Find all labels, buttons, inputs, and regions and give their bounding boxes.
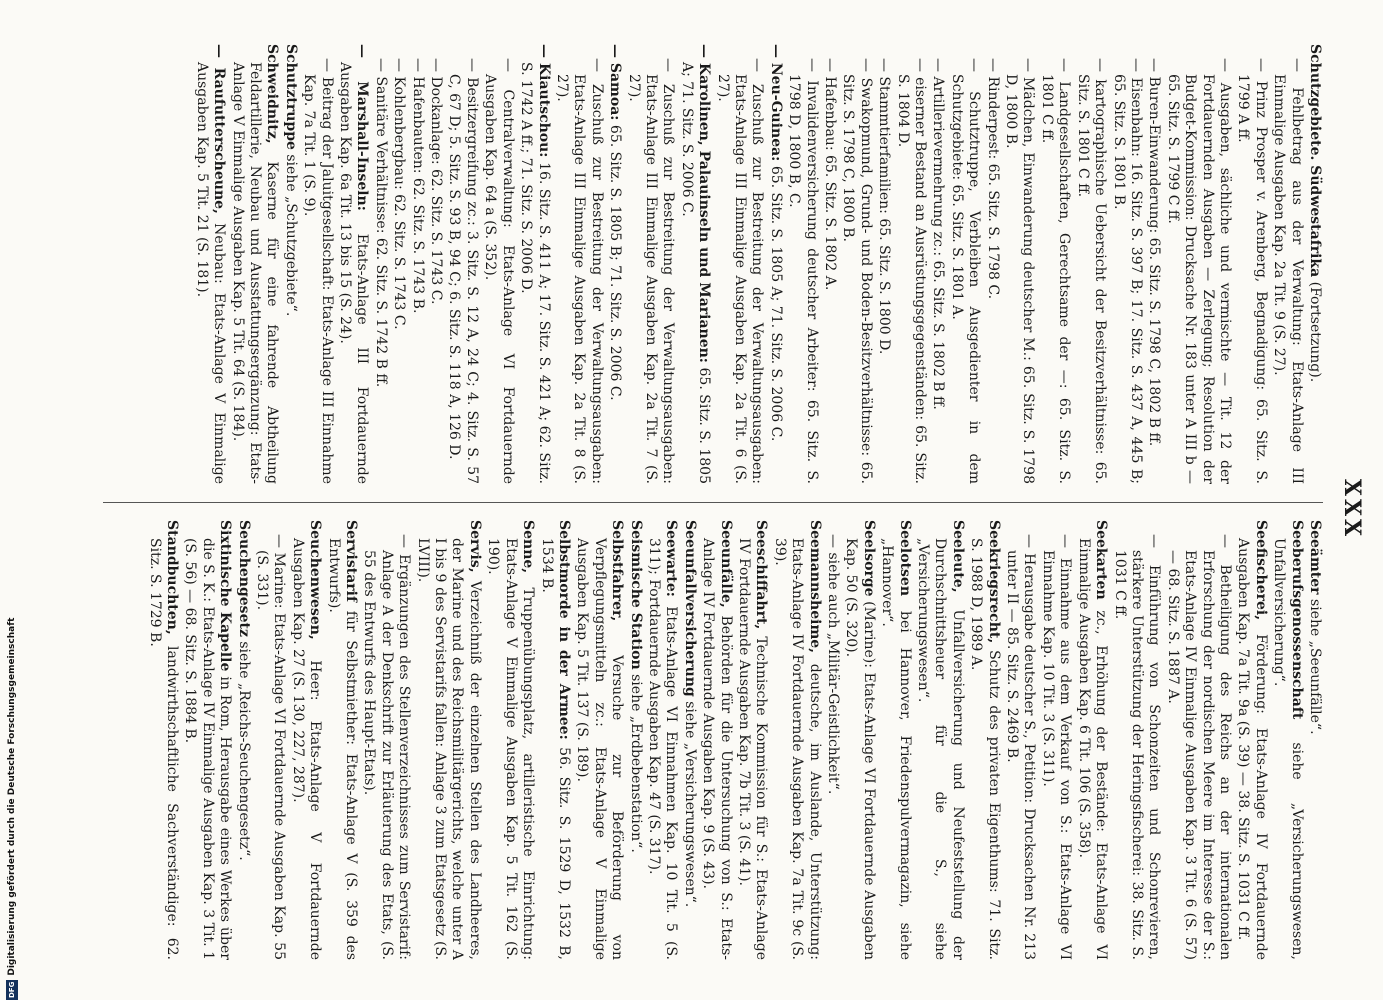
index-entry-text: Heer: Etats-Anlage V Fortdauernde Ausgaben Kap. 27 (S. 130, 227, 287).: [289, 538, 324, 960]
index-entry: [1073, 44, 1108, 484]
index-entry: [947, 44, 982, 484]
page-number: XXX: [1339, 478, 1365, 540]
index-entry-text: — Sanitäre Verhältnisse: 62. Sitz. S. 1742 B ff.: [372, 58, 389, 388]
index-entry-text: — Mädchen, Einwanderung deutscher M.: 65. Sitz. S. 1798 D, 1800 B.: [1003, 58, 1037, 484]
index-entry: [445, 44, 480, 484]
index-entry-head: Seefischerei,: [1252, 520, 1269, 621]
index-entry-head: Servistarif: [343, 520, 360, 602]
index-entry-head: Sixtinische Kapelle: [217, 520, 234, 672]
index-entry-head: Seeberufsgenossenschaft: [1288, 520, 1305, 720]
index-entry-text: — Dockanlage: 62. Sitz. S. 1743 C.: [428, 58, 445, 305]
index-entry-text: — Invalidenversicherung deutscher Arbeiter: 65. Sitz. S. 1798 D, 1800 B, C.: [786, 58, 820, 484]
index-entry: [645, 520, 680, 960]
index-entry: [893, 44, 928, 484]
index-entry: [1234, 44, 1269, 484]
index-entry-head: Seeunfälle,: [717, 520, 734, 608]
index-entry-head: — Samoa:: [607, 44, 624, 121]
index-entry-head: Schutztruppe: [282, 44, 299, 150]
index-entry-text: 65. Sitz. S. 1805 A; 71. Sitz. S. 2006 C.: [767, 165, 784, 442]
index-entry-text: (Fortsetzung).: [1307, 281, 1323, 383]
index-entry-head: Seemannsheime,: [806, 520, 823, 654]
index-entry-text: in Rom, Herausgabe eines Werkes über die S. K.: Etats-Anlage IV Einmalige Ausgaben Kap. 3 Tit. 1 (S. 56) — 68. Sitz. S. 1884 B.: [182, 538, 234, 960]
index-entry: [553, 44, 605, 484]
index-entry: [413, 520, 483, 960]
index-entry-head: Seelotsen: [896, 520, 913, 597]
index-entry-text: — Rinderpest: 65. Sitz. S. 1798 C.: [984, 58, 1001, 300]
index-entry-head: Seewarte:: [663, 520, 680, 597]
index-entry-text: (Marine): Etats-Anlage VI Fortdauernde Ausgaben Kap. 50 (S. 320).: [843, 538, 877, 960]
index-entry: [1270, 520, 1305, 960]
index-entry-text: 65. Sitz. S. 1805 A; 71. Sitz. S. 2006 C.: [678, 62, 713, 484]
index-entry: [699, 520, 734, 960]
index-entry-text: — Besitzergreifung zc.: 3. Sitz. S. 12 A, 24 C; 4. Sitz. S. 57 C, 67 D; 5. Sitz. S. 93 B, 94 C; 6. Sitz. S. 118 A, 126 D.: [446, 58, 480, 484]
index-entry-head: Selbstfahrer,: [609, 520, 626, 622]
index-entry: [680, 520, 697, 960]
index-entry-text: siehe „Versicherungswesen“.: [681, 701, 698, 908]
index-entry-head: Standbuchten,: [164, 520, 180, 635]
index-entry-text: — eiserner Bestand an Ausrüstungsgegenständen: 65. Sitz. S. 1804 D.: [894, 58, 929, 484]
index-entry-head: Seeleute,: [949, 520, 966, 593]
index-entry-text: — Hafenbau: 65. Sitz. S. 1802 A.: [822, 58, 839, 291]
index-entry-text: — Eisenbahn: 16. Sitz. S. 397 B; 17. Sitz. S. 437 A, 445 B; 65. Sitz. S. 1801 B.: [1110, 58, 1144, 484]
index-entry-text: bei Hannover, Friedenspulvermagazin, siehe „Hannover“.: [879, 538, 913, 960]
index-column-left: [98, 44, 1323, 484]
index-entry-text: — Ausgaben, sächliche und vermischte — Tit. 12 der Fortdauernden Ausgaben — Zerlegung; Resolution der Budget-Kommission: Drucksache Nr. 183 unter A III b — 65. Sitz. S. 1799 C ff.: [1164, 58, 1233, 484]
index-entry: [839, 44, 874, 484]
index-entry: [1110, 520, 1162, 960]
index-entry: [713, 44, 765, 484]
index-entry-text: siehe „Reichs-Seuchengesetz“.: [235, 641, 252, 861]
index-entry-text: — Swakopmund, Grund- und Boden-Besitzverhältnisse: 65. Sitz. S. 1798 C, 1800 B.: [840, 58, 874, 484]
index-entry-text: Behörden für die Untersuchung von S.: Etats-Anlage IV Fortdauernde Ausgaben Kap. 9 (S. 43).: [700, 538, 734, 960]
index-entry-head: — Karolinen, Palauinseln und Marianen:: [696, 44, 713, 363]
index-entry-text: — Herausgabe deutscher S., Petition: Drucksachen Nr. 213 unter II — 85. Sitz. S. 2469 B.: [1004, 534, 1038, 960]
index-entry: [288, 520, 323, 960]
index-entry-head: Seekarten: [1093, 520, 1110, 600]
index-entry-text: — Betheiligung des Reichs an der internationalen Erforschung der nordischen Meere im Interesse der S.: Etats-Anlage IV Einmalige Ausgaben Kap. 3 Tit. 6 (S. 57) — 68. Sitz. S. 1887 A.: [1164, 534, 1233, 960]
index-entry-text: deutsche, im Auslande, Unterstützung: Etats-Anlage IV Fortdauernde Ausgaben Kap. 7a Tit. 9c (S. 39).: [771, 538, 823, 960]
index-entry: [408, 44, 425, 484]
index-entry-text: siehe „Erdbebenstation“.: [627, 674, 644, 853]
index-entry: [875, 44, 892, 484]
index-entry-head: Seeunfallversicherung: [681, 520, 698, 697]
index-entry: [300, 44, 335, 484]
index-entry-text: Etats-Anlage III Fortdauernde Ausgaben Kap. 6a Tit. 13 bis 15 (S. 24).: [337, 62, 371, 484]
index-entry-text: — Fehlbetrag aus der Verwaltung: Etats-Anlage III Einmalige Ausgaben Kap. 2a Tit. 9 (S. 27).: [1271, 58, 1305, 484]
index-column-right: [98, 520, 1323, 960]
index-entry: [626, 520, 643, 960]
index-entry-text: — Buren-Einwanderung: 65. Sitz. S. 1798 C, 1802 B ff.: [1146, 58, 1163, 447]
index-entry: [1163, 44, 1233, 484]
index-entry-text: Schutz des privaten Eigenthums: 71. Sitz. S. 1988 D, 1989 A.: [968, 538, 1002, 960]
index-entry: [878, 520, 913, 960]
index-entry-head: — Marshall-Inseln:: [354, 44, 371, 211]
index-entry: [929, 44, 946, 484]
index-entry: [821, 44, 838, 484]
index-entry: [324, 520, 359, 960]
credit-text: Digitalisierung gefördert durch die Deutsche Forschungsgemeinschaft: [7, 617, 17, 976]
index-entry-text: Versuche zur Beförderung von Verpflegungsmitteln zc.: Etats-Anlage V Einmalige Ausgaben Kap. 5 Tit. 137 (S. 189).: [574, 538, 626, 960]
index-entry-text: — Centralverwaltung: Etats-Anlage VI Fortdauernde Ausgaben Kap. 64 a (S. 352).: [482, 58, 516, 484]
index-entry-text: — Marine: Etats-Anlage VI Fortdauernde Ausgaben Kap. 55 (S. 331).: [254, 534, 288, 960]
index-entry: [537, 520, 572, 960]
index-entry: [573, 520, 625, 960]
index-entry: [967, 520, 1002, 960]
index-entry-text: — Zuschuß zur Bestreitung der Verwaltungsausgaben: Etats-Anlage III Einmalige Ausgaben Kap. 2a Tit. 8 (S. 27).: [553, 58, 605, 484]
index-entry: [517, 44, 552, 484]
index-entry: [770, 520, 822, 960]
index-entry: [484, 520, 536, 960]
index-entry: [735, 520, 770, 960]
index-entry-text: 16. Sitz. S. 411 A; 17. Sitz. S. 421 A; 62. Sitz. S. 1742 A ff.; 71. Sitz. S. 2006 D.: [518, 62, 552, 484]
index-entry-text: — Artillerievermehrung zc.: 65. Sitz. S. 1802 B ff.: [930, 58, 947, 410]
index-entry-text: Technische Kommission für S.: Etats-Anlage IV Fortdauernde Ausgaben Kap. 7b Tit. 3 (S. 41).: [736, 538, 770, 960]
index-entry-text: — Zuschuß zur Bestreitung der Verwaltungsausgaben: Etats-Anlage III Einmalige Ausgaben Kap. 2a Tit. 6 (S. 27).: [714, 58, 766, 484]
index-entry: [390, 44, 407, 484]
index-entry-text: — Stammtierfamilien: 65. Sitz. S. 1800 D.: [876, 58, 893, 355]
index-entry-text: zc., Erhöhung der Bestände: Etats-Anlage VI Einmalige Ausgaben Kap. 6 Tit. 106 (S. 358).: [1075, 538, 1110, 960]
index-entry-head: — Kiautschou:: [535, 44, 552, 158]
index-entry-text: — Hafenbauten: 62. Sitz. S. 1743 B.: [409, 58, 426, 314]
rotated-page: [85, 44, 1365, 974]
index-entry: [360, 520, 412, 960]
index-entry: [766, 44, 783, 484]
index-entry-text: siehe „Schutzgebiete“.: [282, 154, 299, 317]
index-entry: [234, 520, 251, 960]
index-entry-head: Seuchenwesen,: [307, 520, 324, 640]
column-divider: [103, 502, 1323, 503]
index-entry-text: siehe „Versicherungswesen, Unfallversicherung“.: [1271, 538, 1305, 960]
index-entry: [228, 44, 280, 484]
index-entry-text: — Kohlenbergbau: 62. Sitz. S. 1743 C.: [391, 58, 408, 330]
index-entry-head: Selbstmorde in der Armee:: [555, 520, 572, 740]
index-entry: [842, 520, 877, 960]
index-entry-text: landwirthschaftliche Sachverständige: 62. Sitz. S. 1729 B.: [146, 538, 180, 960]
index-entry: [427, 44, 444, 484]
index-entry-text: — Schutztruppe, Verbleiben Ausgedienter in dem Schutzgebiete: 65. Sitz. S. 1801 A.: [948, 58, 983, 484]
funding-credit: [4, 605, 20, 1000]
index-entry: [1306, 44, 1323, 484]
index-entry-head: — Neu-Guinea:: [767, 44, 784, 162]
index-entry: [1270, 44, 1305, 484]
index-entry: [1003, 520, 1038, 960]
index-entry-head: Seekriegsrecht,: [985, 520, 1002, 644]
index-entry-text: Unfallversicherung und Neufeststellung der Durchschnittsheuer für die S., siehe „Versicherungswesen“.: [915, 538, 966, 960]
index-entry-text: Truppenübungsplatz, artilleristische Einrichtung: Etats-Anlage V Einmalige Ausgaben Kap. 5 Tit. 162 (S. 190).: [485, 538, 537, 960]
index-entry-text: — siehe auch „Militär-Geistlichkeit“.: [825, 534, 842, 795]
index-entry: [606, 44, 623, 484]
index-entry-text: Neubau: Etats-Anlage V Einmalige Ausgaben Kap. 5 Tit. 21 (S. 181).: [193, 62, 228, 484]
index-entry: [192, 44, 227, 484]
index-entry-text: — Zuschuß zur Bestreitung der Verwaltungsausgaben: Etats-Anlage III Einmalige Ausgaben Kap. 2a Tit. 7 (S. 27).: [625, 58, 677, 484]
index-entry: [253, 520, 288, 960]
index-entry-text: — Einführung von Schonzeiten und Schonrevieren, stärkere Unterstützung der Heringsfischerei: 38. Sitz. S. 1031 C ff.: [1111, 534, 1163, 960]
index-entry-head: Seeschiffahrt,: [753, 520, 770, 630]
index-entry-text: Förderung: Etats-Anlage IV Fortdauernde Ausgaben Kap. 7a Tit. 9a (S. 39) — 38. Sitz. S. 1031 C ff.: [1235, 538, 1269, 960]
index-entry: [914, 520, 966, 960]
index-entry: [336, 44, 371, 484]
index-entry-head: Schweidnitz,: [264, 44, 281, 144]
index-entry-text: — Einnahme aus dem Verkauf von S.: Etats-Anlage VI Einnahme Kap. 10 Tit. 3 (S. 311).: [1039, 534, 1074, 960]
index-entry-text: siehe „Seeunfälle“.: [1307, 599, 1323, 735]
index-entry: [371, 44, 388, 484]
index-entry-head: Seismische Station: [627, 520, 644, 670]
index-entry: [785, 44, 820, 484]
dfg-logo: DFG: [8, 981, 16, 998]
index-entry: [281, 44, 298, 484]
index-entry: [824, 520, 841, 960]
index-entry: [983, 44, 1000, 484]
index-entry: [1145, 44, 1162, 484]
index-entry: [1074, 520, 1109, 960]
index-entry: [1002, 44, 1037, 484]
index-entry: [1306, 520, 1323, 960]
index-entry: [481, 44, 516, 484]
index-entry-head: — Raufutterscheune,: [211, 44, 228, 214]
index-entry: [1163, 520, 1233, 960]
index-entry-text: — Ergänzungen des Stellenverzeichnisses zum Servistarif: Anlage A der Denkschrift zur Erläuterung des Etats, (S. 55 des Entwurfs des Haupt-Etats).: [361, 534, 413, 960]
index-entry: [145, 520, 180, 960]
index-entry: [181, 520, 233, 960]
index-entry-text: für Selbstmiether: Etats-Anlage V (S. 359 des Entwurfs).: [325, 538, 360, 960]
index-entry-text: — Prinz Prosper v. Arenberg, Begnadigung: 65. Sitz. S. 1799 A ff.: [1235, 58, 1269, 484]
index-entry: [1109, 44, 1144, 484]
index-entry-head: Servis,: [466, 520, 483, 573]
index-entry: [1039, 520, 1074, 960]
index-entry-text: — kartographische Uebersicht der Besitzverhältnisse: 65. Sitz. S. 1801 C ff.: [1074, 58, 1109, 484]
index-entry: [677, 44, 712, 484]
index-entry-text: Verzeichniß der einzelnen Stellen des Landheeres, der Marine und des Reichsmilitärgerichts, welche unter A I bis 9 des Servistarifs fallen: Anlage 3 zum Etatsgesetz (S. LVIII).: [414, 538, 483, 960]
index-entry-text: — Beitrag der Jaluitgesellschaft: Etats-Anlage III Einnahme Kap. 7a Tit. 1 (S. 9).: [301, 58, 335, 484]
index-entry: [1038, 44, 1073, 484]
index-entry-head: Seeämter: [1307, 520, 1323, 595]
index-entry-text: 56. Sitz. S. 1529 D, 1532 B, 1534 B.: [538, 538, 572, 960]
index-entry-text: Etats-Anlage VI Einnahmen Kap. 10 Tit. 5 (S. 311); Fortdauernde Ausgaben Kap. 47 (S. 317).: [645, 538, 680, 960]
index-entry-head: Seuchengesetz: [235, 520, 252, 637]
index-entry-text: — Landgesellschaften, Gerechtsame der —: 65. Sitz. S. 1801 C ff.: [1038, 58, 1073, 484]
index-entry: [1234, 520, 1269, 960]
index-entry-head: Senne,: [520, 520, 537, 574]
index-entry: [624, 44, 676, 484]
index-entry-text: Kaserne für eine fahrende Abtheilung Feldartillerie, Neubau und Ausstattungsergänzung: Etats-Anlage V Einmalige Ausgaben Kap. 5 Tit. 64 (S. 184).: [229, 62, 281, 484]
index-entry-text: 65. Sitz. S. 1805 B; 71. Sitz. S. 2006 C.: [607, 124, 624, 401]
index-entry-head: Seelsorge: [860, 520, 877, 597]
index-entry-head: Schutzgebiete. Südwestafrika: [1307, 44, 1323, 278]
